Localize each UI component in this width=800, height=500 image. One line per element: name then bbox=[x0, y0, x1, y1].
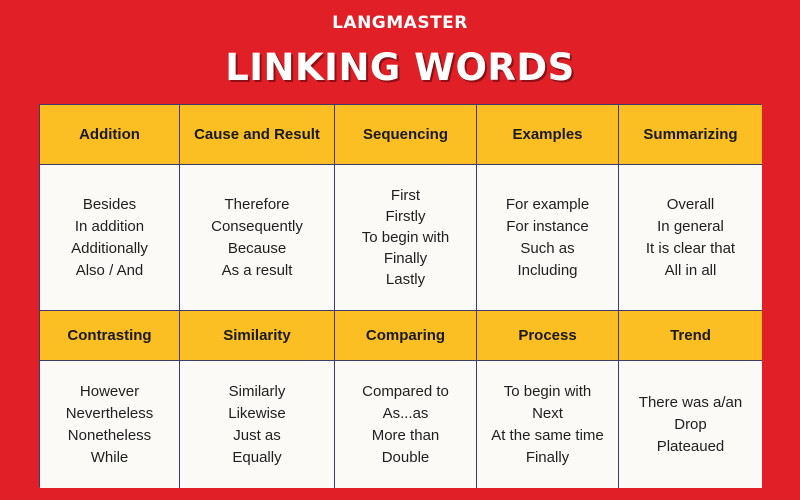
linking-word: Also / And bbox=[75, 261, 144, 279]
linking-word: To begin with bbox=[503, 382, 592, 400]
linking-word: In addition bbox=[74, 217, 145, 235]
brand-logo: LANGMASTER bbox=[332, 13, 468, 33]
word-cell bbox=[40, 361, 180, 488]
linking-word: It is clear that bbox=[645, 239, 736, 257]
word-cell bbox=[40, 165, 180, 311]
header-cell: Addition bbox=[40, 105, 180, 165]
linking-word: For instance bbox=[506, 217, 589, 235]
linking-word: Plateaued bbox=[656, 437, 725, 455]
linking-word: Such as bbox=[520, 239, 575, 257]
linking-word: Equally bbox=[232, 448, 282, 466]
linking-word: As...as bbox=[382, 404, 429, 422]
linking-word: Besides bbox=[82, 195, 137, 213]
linking-word: For example bbox=[505, 195, 590, 213]
word-cell bbox=[180, 165, 335, 311]
linking-word: Likewise bbox=[228, 404, 286, 422]
linking-word: Finally bbox=[525, 448, 570, 466]
linking-word: Drop bbox=[674, 415, 707, 433]
linking-word: Finally bbox=[383, 250, 428, 267]
linking-word: Including bbox=[517, 261, 578, 279]
header-cell: Comparing bbox=[335, 311, 477, 361]
linking-word: There was a/an bbox=[638, 393, 743, 411]
linking-word: All in all bbox=[664, 261, 717, 279]
header-cell: Summarizing bbox=[619, 105, 762, 165]
word-cell bbox=[477, 361, 619, 488]
word-cell bbox=[619, 165, 762, 311]
word-cell bbox=[335, 361, 477, 488]
header-cell: Similarity bbox=[180, 311, 335, 361]
linking-word: Consequently bbox=[211, 217, 303, 235]
word-cell bbox=[619, 361, 762, 488]
linking-word: While bbox=[90, 448, 129, 466]
header-cell: Trend bbox=[619, 311, 762, 361]
header-cell: Contrasting bbox=[40, 311, 180, 361]
linking-word: As a result bbox=[221, 261, 293, 279]
linking-word: Firstly bbox=[385, 208, 426, 225]
header-cell: Examples bbox=[477, 105, 619, 165]
linking-word: Nonetheless bbox=[67, 426, 152, 444]
header-cell: Sequencing bbox=[335, 105, 477, 165]
linking-word: In general bbox=[657, 217, 724, 235]
linking-word: Nevertheless bbox=[65, 404, 154, 422]
header-cell: Cause and Result bbox=[180, 105, 335, 165]
linking-word: Next bbox=[532, 404, 563, 422]
linking-word: First bbox=[390, 187, 421, 204]
linking-word: However bbox=[79, 382, 140, 400]
linking-word: Compared to bbox=[362, 382, 449, 400]
linking-word: Overall bbox=[666, 195, 715, 213]
page-title: LINKING WORDS bbox=[225, 46, 575, 89]
word-cell bbox=[180, 361, 335, 488]
header-cell: Process bbox=[477, 311, 619, 361]
word-cell bbox=[477, 165, 619, 311]
word-cell bbox=[335, 165, 477, 311]
linking-word: More than bbox=[371, 426, 440, 444]
linking-word: To begin with bbox=[361, 229, 450, 246]
linking-word: Because bbox=[227, 239, 287, 257]
linking-word: At the same time bbox=[491, 426, 604, 444]
linking-word: Therefore bbox=[224, 195, 290, 213]
linking-word: Lastly bbox=[385, 271, 426, 288]
linking-word: Additionally bbox=[71, 239, 148, 257]
linking-word: Just as bbox=[233, 426, 281, 444]
linking-word: Similarly bbox=[228, 382, 286, 400]
linking-word: Double bbox=[381, 448, 430, 466]
linking-words-table bbox=[39, 104, 761, 487]
